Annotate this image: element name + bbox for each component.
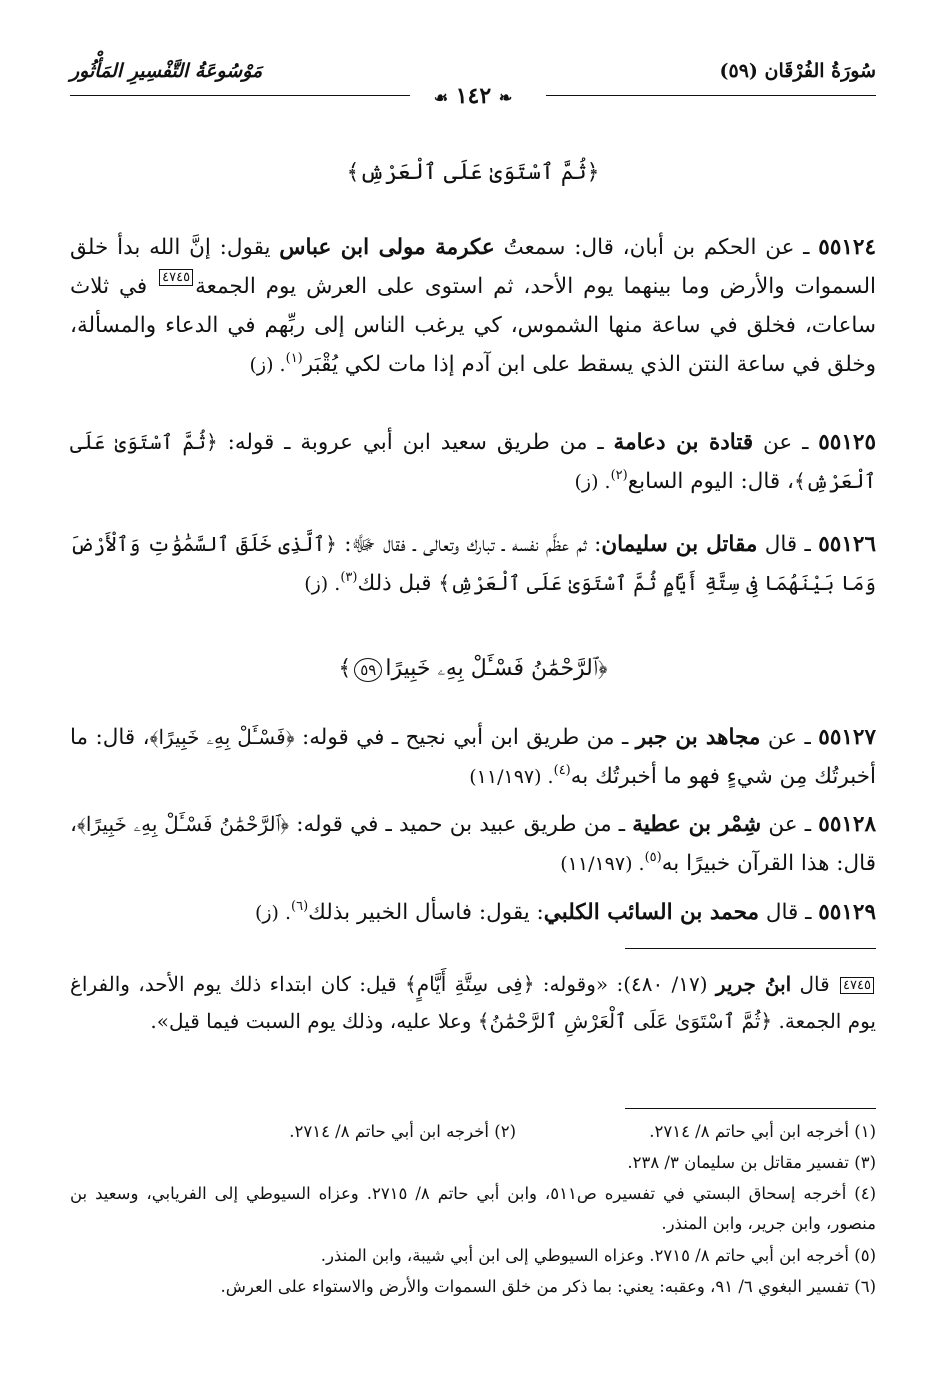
source-code: . (ز) <box>304 573 341 595</box>
entry-text: ـ قال <box>757 532 819 557</box>
footnote-5: (٥) أخرجه ابن أبي حاتم ٨/ ٢٧١٥. وعزاه السيوطي إلى ابن أبي شيبة، وابن المنذر. <box>320 1246 876 1265</box>
footnote-marker[interactable]: (٦) <box>291 899 309 914</box>
commentary-note <box>70 966 876 1040</box>
entry-text: ـ عن <box>761 812 819 837</box>
verse-text: ﴿ٱلرَّحْمَٰنُ فَسْـَٔلْ بِهِۦ خَبِيرًا <box>385 656 608 681</box>
surah-title: سُورَةُ الفُرْقَان (٥٩) <box>719 60 876 82</box>
ayah-number: ٥٩ <box>354 658 382 682</box>
entry-text: ـ من طريق عبيد بن حميد ـ في قوله: <box>289 812 633 837</box>
entry-number: ٥٥١٢٨ <box>818 812 877 837</box>
footnote-4: (٤) أخرجه إسحاق البستي في تفسيره ص٥١١، وابن أبي حاتم ٨/ ٢٧١٥. وعزاه السيوطي إلى الفريابي، وسعيد بن منصور، وابن جرير، وابن المنذر. <box>70 1184 877 1233</box>
footnote-marker[interactable]: (٥) <box>644 850 662 865</box>
quran-quote: ﴿فَسْـَٔلْ بِهِۦ خَبِيرًا﴾ <box>149 725 295 749</box>
narrator-name: شِمْر بن عطية <box>632 812 762 837</box>
athar-entry <box>70 893 876 933</box>
footnote-marker[interactable]: (٢) <box>610 468 628 483</box>
footnote-6: (٦) تفسير البغوي ٦/ ٩١، وعقبه: يعني: بما ذكر من خلق السموات والأرض والاستواء على العرش. <box>220 1277 876 1296</box>
note-text: قال <box>791 972 839 996</box>
source-code: . (١١/١٩٧) <box>469 766 554 788</box>
footnote-marker[interactable]: (١) <box>285 351 303 366</box>
narrator-name: مقاتل بن سليمان <box>601 532 758 557</box>
quran-quote: ﴿ٱلَّذِى خَلَقَ ٱلسَّمَٰوَٰتِ وَٱلْأَرْضَ وَمَا بَيْنَهُمَا فِى سِتَّةِ أَيَّامٍ ثُمَّ ٱسْتَوَىٰ عَلَى ٱلْعَرْشِ﴾ <box>70 532 876 595</box>
source-code: . (ز) <box>249 354 286 376</box>
header-rule-right <box>546 95 876 96</box>
source-code: . (١١/١٩٧) <box>560 853 645 875</box>
athar-entry <box>70 525 876 604</box>
footnote-1: (١) أخرجه ابن أبي حاتم ٨/ ٢٧١٤. <box>649 1122 876 1141</box>
ornament-icon: ❧ <box>498 88 513 107</box>
footnote-3: (٣) تفسير مقاتل بن سليمان ٣/ ٢٣٨. <box>627 1153 876 1172</box>
quran-quote: ﴿فِى سِتَّةِ أَيَّامٍ﴾ <box>405 972 535 996</box>
entry-text: ، قال: اليوم السابع <box>627 469 794 494</box>
footnote-marker[interactable]: (٤) <box>553 763 571 778</box>
source-code: . (ز) <box>254 902 292 924</box>
entry-text: ، قال: ما أخبرتُك مِن شيءٍ فهو ما أخبرتُك به <box>70 725 876 789</box>
entry-text: ـ قال <box>758 900 819 925</box>
entry-text: يقول: إنَّ الله بدأ خلق السموات والأرض وما بينهما يوم الأحد، ثم استوى على العرش يوم الجمعة <box>70 235 876 299</box>
athar-entry <box>70 718 876 797</box>
note-text: قيل: كان ابتداء ذلك يوم الأحد، والفراغ يوم الجمعة. <box>70 972 876 1033</box>
commentary-ref-box: ٤٧٤٥ <box>840 977 874 994</box>
entry-number: ٥٥١٢٦ <box>818 532 876 557</box>
note-text: (١٧/ ٤٨٠): «وقوله: <box>534 972 716 996</box>
verse-heading <box>70 656 876 682</box>
verse-close: ﴾ <box>338 656 352 681</box>
header-rule-left <box>70 95 410 96</box>
narrator-name: محمد بن السائب الكلبي <box>543 900 759 925</box>
entry-text: : يقول: فاسأل الخبير بذلك <box>308 900 544 925</box>
commentary-ref-box[interactable]: ٤٧٤٥ <box>159 269 193 286</box>
quran-quote: ﴿ثُمَّ ٱسْتَوَىٰ عَلَى ٱلْعَرْشِ ٱلرَّحْمَٰنُ﴾ <box>477 1009 773 1033</box>
narrator-name: قتادة بن دعامة <box>613 430 754 455</box>
scholar-name: ابنُ جرير <box>715 972 792 996</box>
entry-text: ـ من طريق سعيد ابن أبي عروبة ـ قوله: <box>217 430 614 455</box>
entry-number: ٥٥١٢٧ <box>818 725 877 750</box>
narrator-name: عكرمة مولى ابن عباس <box>279 235 495 260</box>
note-text: وعلا عليه، وذلك يوم السبت فيما قيل». <box>150 1009 478 1033</box>
entry-text: في ثلاث ساعات، فخلق في ساعة منها الشموس، كي يرغب الناس إلى ربِّهم في الدعاء والمسألة، وخلق في ساعة النتن الذي يسقط على ابن آدم إذا مات لكي يُقْبَر <box>70 274 876 377</box>
ornament-icon: ☙ <box>433 88 449 107</box>
page-number: ١٤٢ <box>455 83 492 109</box>
entry-number: ٥٥١٢٥ <box>818 430 876 455</box>
entry-text: ـ من طريق ابن أبي نجيح ـ في قوله: <box>294 725 636 750</box>
footnote-2: (٢) أخرجه ابن أبي حاتم ٨/ ٢٧١٤. <box>289 1122 516 1141</box>
athar-entry <box>70 423 876 502</box>
entry-text: ـ عن <box>760 725 819 750</box>
entry-text: ـ عن الحكم بن أبان، قال: سمعتُ <box>494 235 819 260</box>
page-number-group <box>434 83 513 109</box>
entry-number: ٥٥١٢٤ <box>818 235 877 260</box>
verse-heading <box>70 160 876 185</box>
narrator-name: مجاهد بن جبر <box>635 725 761 750</box>
verse-text: ﴿ثُمَّ ٱسْتَوَىٰ عَلَى ٱلْعَرْشِ﴾ <box>346 160 600 185</box>
entry-number: ٥٥١٢٩ <box>818 900 876 925</box>
footnote-marker[interactable]: (٣) <box>340 570 358 585</box>
footnote-divider <box>625 1108 876 1109</box>
book-title: مَوْسُوعَةُ التَّفْسِيرِ المَأْثُور <box>70 60 263 82</box>
entry-text: ـ عن <box>753 430 819 455</box>
section-divider <box>625 948 876 949</box>
athar-entry <box>70 228 876 385</box>
source-code: . (ز) <box>574 471 611 493</box>
quran-quote: ﴿ثُمَّ ٱسْتَوَىٰ عَلَى ٱلْعَرْشِ﴾ <box>70 430 876 493</box>
page-header <box>70 55 876 109</box>
entry-text: ، قال: هذا القرآن خبيرًا به <box>70 812 876 876</box>
entry-text: قبل ذلك <box>357 571 439 596</box>
quran-quote: ﴿ٱلرَّحْمَٰنُ فَسْـَٔلْ بِهِۦ خَبِيرًا﴾ <box>76 812 290 836</box>
athar-entry <box>70 805 876 884</box>
entry-text: : ثم عظَّم نفسه ـ تبارك وتعالى ـ فقال ﷻ: <box>336 532 602 557</box>
